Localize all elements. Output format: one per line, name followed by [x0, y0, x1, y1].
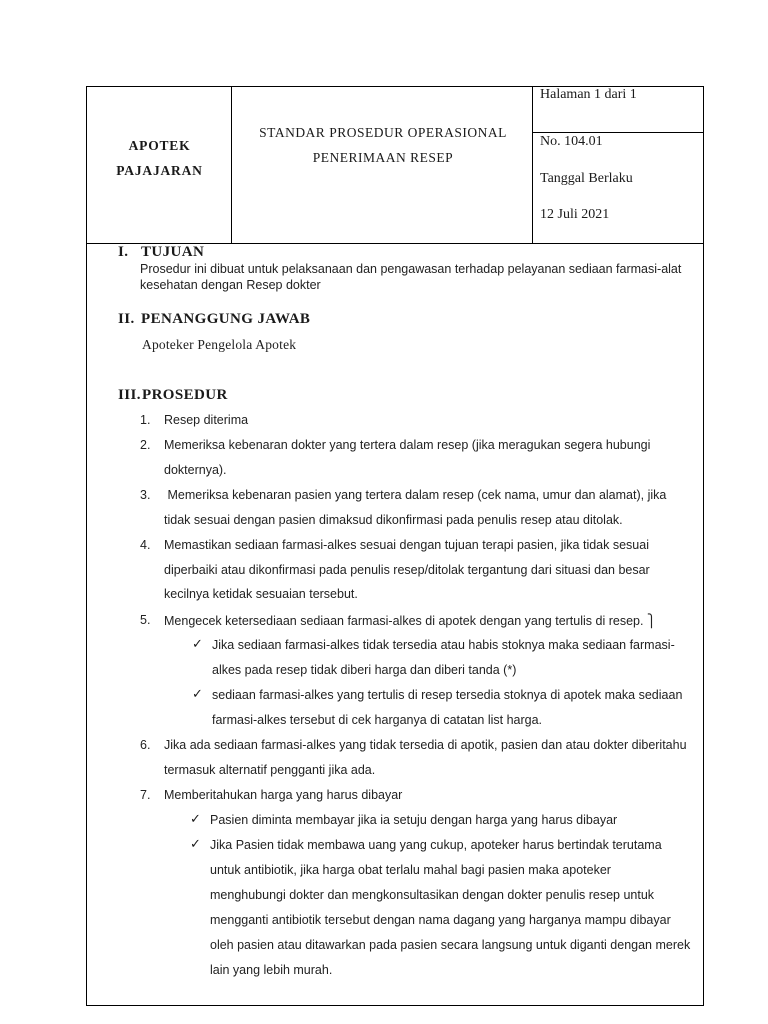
check-item-text: untuk antibiotik, jika harga obat terlalu mahal bagi pasien maka apoteker [210, 863, 611, 877]
step-text: Mengecek ketersediaan sediaan farmasi-alkes di apotek dengan yang tertulis di resep. ⎫ [164, 614, 657, 628]
header-divider [532, 132, 703, 133]
sop-body [86, 244, 704, 1006]
check-mark-icon: ✓ [190, 812, 201, 827]
tujuan-text: Prosedur ini dibuat untuk pelaksanaan dan pengawasan terhadap pelayanan sediaan farmasi-alat [140, 262, 682, 276]
step-number: 7. [140, 788, 151, 802]
sop-header-table [86, 86, 704, 244]
section-number: II. [118, 311, 135, 327]
section-number: I. [118, 244, 129, 260]
check-item-text: alkes pada resep tidak diberi harga dan diberi tanda (*) [212, 663, 517, 677]
step-text: termasuk alternatif pengganti jika ada. [164, 763, 376, 777]
effective-date: 12 Juli 2021 [540, 207, 610, 222]
check-mark-icon: ✓ [192, 637, 203, 652]
check-item-text: Jika sediaan farmasi-alkes tidak tersedia atau habis stoknya maka sediaan farmasi- [212, 638, 675, 652]
section-title: TUJUAN [141, 244, 205, 260]
step-number: 5. [140, 613, 151, 627]
step-text: Memastikan sediaan farmasi-alkes sesuai dengan tujuan terapi pasien, jika tidak sesuai [164, 538, 649, 552]
step-text: kecilnya ketidak sesuaian tersebut. [164, 587, 358, 601]
step-text: tidak sesuai dengan pasien dimaksud dikonfirmasi pada penulis resep atau ditolak. [164, 513, 623, 527]
document-number: No. 104.01 [540, 134, 603, 149]
step-text: dokternya). [164, 463, 227, 477]
section-heading-tujuan [118, 244, 204, 261]
check-item-text: menghubungi dokter dan mengkonsultasikan dengan dokter penulis resep untuk [210, 888, 655, 902]
step-text: diperbaiki atau dikonfirmasi pada penulis resep/ditolak tergantung dari situasi dan besar [164, 563, 650, 577]
check-item-text: sediaan farmasi-alkes yang tertulis di resep tersedia stoknya di apotek maka sediaan [212, 688, 683, 702]
page-indicator: Halaman 1 dari 1 [540, 87, 637, 102]
step-text: Memeriksa kebenaran pasien yang tertera dalam resep (cek nama, umur dan alamat), jika [164, 488, 667, 502]
step-text: Memeriksa kebenaran dokter yang tertera dalam resep (jika meragukan segera hubungi [164, 438, 651, 452]
section-title: PROSEDUR [142, 387, 228, 403]
section-number: III. [118, 387, 141, 403]
step-number: 2. [140, 438, 151, 452]
check-item-text: mengganti antibiotik tersebut dengan nama dagang yang harganya mampu dibayar [210, 913, 671, 927]
check-mark-icon: ✓ [190, 837, 201, 852]
sop-title [233, 120, 533, 170]
step-number: 1. [140, 413, 151, 427]
effective-date-label: Tanggal Berlaku [540, 171, 633, 186]
step-number: 3. [140, 488, 151, 502]
check-item-text: oleh pasien atau ditawarkan pada pasien secara langsung untuk diganti dengan merek [210, 938, 691, 952]
section-title: PENANGGUNG JAWAB [141, 311, 311, 327]
company-line: APOTEK [128, 138, 191, 153]
step-text: Jika ada sediaan farmasi-alkes yang tidak tersedia di apotik, pasien dan atau dokter diberitahu [164, 738, 687, 752]
step-text: Resep diterima [164, 413, 249, 427]
section-heading-penanggung-jawab [118, 311, 310, 328]
company-line: PAJAJARAN [116, 163, 203, 178]
title-line: PENERIMAAN RESEP [312, 150, 454, 165]
check-item-text: Jika Pasien tidak membawa uang yang cukup, apoteker harus bertindak terutama [210, 838, 662, 852]
step-number: 6. [140, 738, 151, 752]
section-heading-prosedur [118, 387, 228, 404]
company-name [87, 133, 232, 183]
tujuan-text: kesehatan dengan Resep dokter [140, 278, 321, 292]
check-item-text: farmasi-alkes tersebut di cek harganya di catatan list harga. [212, 713, 543, 727]
check-mark-icon: ✓ [192, 687, 203, 702]
step-text: Memberitahukan harga yang harus dibayar [164, 788, 403, 802]
title-line: STANDAR PROSEDUR OPERASIONAL [259, 125, 507, 140]
check-item-text: lain yang lebih murah. [210, 963, 333, 977]
check-item-text: Pasien diminta membayar jika ia setuju dengan harga yang harus dibayar [210, 813, 618, 827]
step-number: 4. [140, 538, 151, 552]
penanggung-jawab-text: Apoteker Pengelola Apotek [142, 337, 297, 352]
